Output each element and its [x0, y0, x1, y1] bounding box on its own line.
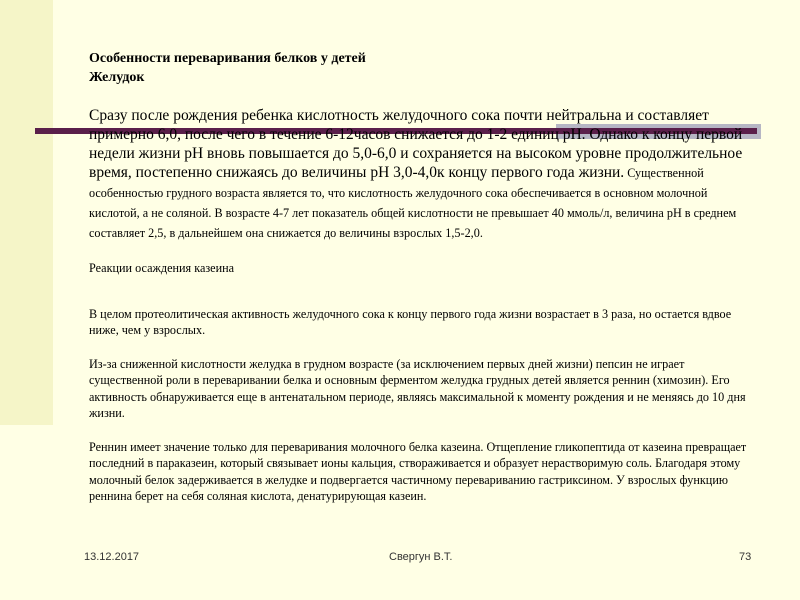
paragraph-activity: В целом протеолитическая активность желудочного сока к концу первого года жизни возрастает в 3 раза, но остается вдвое ниже, чем у взрослых.: [89, 306, 732, 337]
footer-author: Свергун В.Т.: [389, 551, 453, 563]
paragraph-rennin: Из-за сниженной кислотности желудка в грудном возрасте (за исключением первых дней жизни) пепсин не играет существенной роли в переваривании белка и основным ферментом желудка грудных детей является реннин (химозин). Его активность обнаруживается еще в антенатальном периоде, являясь максимальной к моменту рождения и не меняясь до 10 дня жизни.: [89, 356, 746, 420]
lead-text-small: Существенной особенностью грудного возраста является то, что кислотность желудочного сока обеспечивается в основном молочной кислотой, а не соляной. В возрасте 4-7 лет показатель общей кислотности не превышает 40 ммоль/л, величина pH в среднем составляет 2,5, в дальнейшем она снижается до величины взрослых 1,5-2,0.: [89, 166, 737, 240]
section-heading: Реакции осаждения казеина: [89, 261, 235, 275]
footer-date: 13.12.2017: [84, 551, 140, 563]
paragraph-casein: Реннин имеет значение только для переваривания молочного белка казеина. Отщепление гликопептида от казеина превращает последний в параказеин, который связывает ионы кальция, створаживается и образует нерастворимую соль. Благодаря этому молочный белок задерживается в желудке и подвергается частичному перевариванию гастриксином. У взрослых функцию реннина берет на себя соляная кислота, денатурирующая казеин.: [89, 439, 747, 503]
left-decor-bar: [0, 0, 53, 425]
lead-text-large: Сразу после рождения ребенка кислотность желудочного сока почти нейтральна и составляет примерно 6,0, после чего в течение 6-12часов снижается до 1-2 единиц pH. Однако к концу первой недели жизни pH вновь повышается до 5,0-6,0 и сохраняется на высоком уровне продолжительное время, постепенно снижаясь до величины pH 3,0-4,0к концу первого года жизни.: [89, 107, 743, 181]
footer-page-number: 73: [739, 551, 752, 563]
slide-content: [89, 49, 759, 505]
lead-paragraph: [89, 106, 759, 243]
slide-subtitle: Желудок: [89, 70, 145, 85]
slide-title: Особенности переваривания белков у детей: [89, 51, 366, 66]
